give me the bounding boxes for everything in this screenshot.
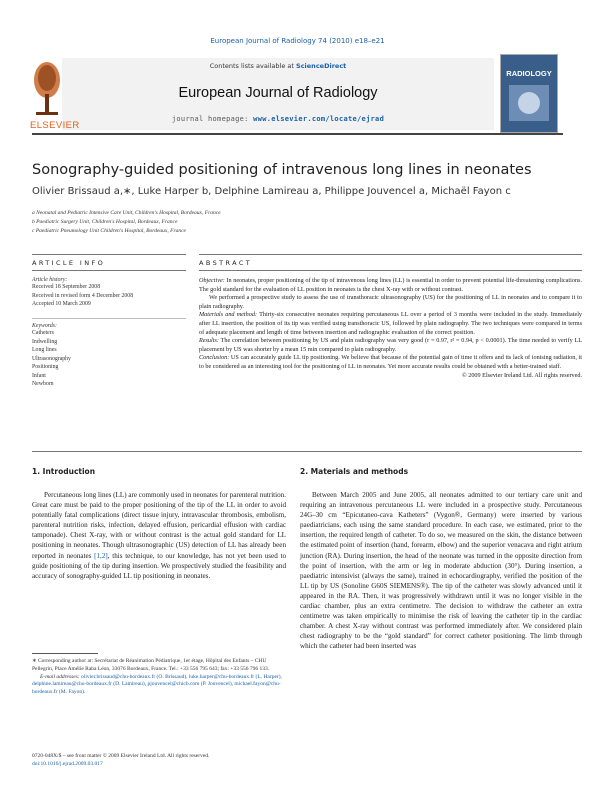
affiliation-b: b Paediatric Surgery Unit, Children's Hospital, Bordeaux, France	[32, 219, 178, 225]
journal-title: European Journal of Radiology	[178, 85, 378, 101]
results-text: The correlation between positioning by US and plain radiography was very good (r = 0.97, r² = 0.94, p < 0.0001). The time needed to verify LL placement by US was shorter by a mean 15 min compared to plain radiography.	[199, 337, 583, 353]
abstract-methods	[199, 311, 582, 337]
footnote-rule	[32, 653, 98, 654]
methods-text: Thirty-six consecutive neonates requiring percutaneous LL over a period of 3 months were included in the study. Immediately after LL insertion, the position of its tip was verified using transthoracic US, followed by plain radiography. The two techniques were compared in terms of adequate placement and length of time between insertion and radiographic evaluation of the correct position.	[199, 311, 583, 336]
affiliation-c: c Paediatric Pneumology Unit Children's Hospital, Bordeaux, France	[32, 228, 186, 234]
author-list: Olivier Brissaud a,∗, Luke Harper b, Delphine Lamireau a, Philippe Jouvencel a, Michaël Fayon c	[32, 186, 511, 197]
email-addresses[interactable]: olivier.brissaud@chu-bordeaux.fr (O. Brissaud), luke.harper@chu-bordeaux.fr (L. Harper), delphine.lamireau@chu-bordeaux.fr (D. Lamireau), pjouvencel@chicb.com (P. Jouvencel), michael.fayon@chu-bordeaux.fr (M. Fayon).	[32, 673, 282, 696]
objective-text: In neonates, proper positioning of the tip of intravenous long lines (LL) is essential in order to prevent potential life-threatening complications. The gold standard for the evaluation of LL position in neonates is the chest X-ray with or without contrast.	[199, 277, 582, 293]
results-label: Results:	[199, 337, 219, 345]
methods-label: Materials and method:	[199, 311, 257, 319]
article-info-heading: ARTICLE INFO	[32, 259, 106, 267]
elsevier-logo-text: ELSEVIER	[30, 120, 80, 131]
abstract-heading: ABSTRACT	[199, 259, 253, 267]
intro-text-b: , this technique, to our knowledge, has not yet been used to guide positioning of the tip during insertion. We prospectively studied the feasibility and accuracy of sonography-guided LL tip positioning in neonates.	[32, 551, 286, 580]
history-accepted: Accepted 10 March 2009	[32, 301, 91, 307]
methods-heading: 2. Materials and methods	[300, 467, 409, 476]
conclusion-text: US can accurately guide LL tip positioning. We believe that because of the potential gain of time it offers and its lack of ionising radiation, it to be considered as an interesting tool for the positioning of LL in neonates. Yet more accurate results could be obtained with a better-trained staff.	[199, 354, 582, 370]
abstract-objective-2: We performed a prospective study to assess the use of transthoracic ultrasonography (US) for the positioning of LL in neonates and to compare it to plain radiography.	[199, 294, 582, 310]
citation-link[interactable]: [1,2]	[94, 551, 108, 560]
corresponding-text: ∗ Corresponding author at: Secrétariat de Réanimation Pédiatrique, 1er étage, Hôpital des Enfants – CHU Pellegrin, Place Amélie Raba Léon, 33076 Bordeaux, France. Tel.: +33 556 795 643; fax: +33 556 796 133.	[32, 658, 270, 672]
abstract-conclusion	[199, 354, 582, 371]
sciencedirect-link[interactable]: ScienceDirect	[296, 62, 347, 70]
header-divider	[32, 133, 563, 135]
keyword: Indwelling	[32, 338, 58, 345]
keyword: Ultrasonography	[32, 355, 71, 362]
page-footer	[32, 752, 332, 768]
issn-line: 0720-048X/$ – see front matter © 2009 Elsevier Ireland Ltd. All rights reserved.	[32, 753, 210, 759]
keyword: Long lines	[32, 347, 57, 353]
cover-title: RADIOLOGY	[506, 69, 552, 78]
contents-prefix: Contents lists available at	[209, 62, 297, 70]
elsevier-tree-icon	[32, 58, 62, 120]
article-title: Sonography-guided positioning of intravenous long lines in neonates	[32, 162, 532, 178]
keywords-label: Keywords:	[32, 323, 57, 329]
introduction-heading: 1. Introduction	[32, 467, 96, 476]
corresponding-author-footnote	[32, 658, 286, 697]
article-info-rule-2	[32, 270, 186, 271]
article-info-rule	[32, 254, 186, 255]
cover-image-icon	[509, 85, 549, 121]
abstract-objective	[199, 277, 582, 294]
abstract-results	[199, 337, 582, 354]
keyword: Infant	[32, 372, 46, 379]
abstract-end-rule	[32, 451, 582, 452]
abstract-copyright: © 2009 Elsevier Ireland Ltd. All rights reserved.	[462, 371, 582, 379]
history-received: Received 18 September 2008	[32, 284, 101, 290]
homepage-link[interactable]: www.elsevier.com/locate/ejrad	[253, 115, 385, 123]
homepage-prefix: journal homepage:	[171, 115, 254, 123]
methods-paragraph: Between March 2005 and June 2005, all neonates admitted to our tertiary care unit and requiring an intravenous percutaneous LL were included in a prospective study. Percutaneous 24G–30 cm “Epicutaneo-cava Katheters” (Vygon®, Germany) were inserted by various paediatricians, each using the same standard procedure. In each case, we estimated, prior to the insertion, the required length of catheter. To do so, we measured on the skin, the distance between the estimated point of insertion (hand, forearm, elbow) and the superior venacava and right atrium junction (RA). During insertion, the head of the neonate was turned in the opposite direction from the point of insertion, with the arm or leg in moderate abduction (30°). During insertion, a paediatric intensivist (always the same), trained in echocardiography, verified the position of the LL tip by US (Sonoline G60S SIEMENS®). The tip of the catheter was slowly advanced until it appeared in the RA. Then, it was progressively withdrawn until it was no longer visible in the cardiac chamber, plus an extra centimetre. The decision to withdraw the catheter an extra centimetre was taken empirically to minimise the risk of leaving the catheter tip in the cardiac chamber. A chest X-ray without contrast was performed immediately after. We considered plain chest radiography to be the “gold standard” for correct catheter positioning. The limb through which the catheter had been inserted was	[300, 491, 582, 651]
abstract-body	[199, 277, 582, 379]
keywords-block	[32, 323, 186, 389]
abstract-rule	[199, 254, 582, 255]
keyword: Newborn	[32, 381, 54, 387]
article-history	[32, 277, 186, 309]
history-revised: Received in revised form 4 December 2008	[32, 292, 134, 299]
doi-link[interactable]: doi:10.1016/j.ejrad.2009.03.017	[32, 761, 103, 767]
keywords-rule	[32, 318, 186, 319]
keyword: Catheters	[32, 330, 54, 336]
conclusion-label: Conclusion:	[199, 354, 230, 362]
objective-label: Objective:	[199, 277, 225, 284]
history-label: Article history:	[32, 277, 68, 283]
affiliation-a: a Neonatal and Pediatric Intensive Care Unit, Children's Hospital, Bordeaux, France	[32, 210, 221, 216]
intro-text-a: Percutaneous long lines (LL) are commonly used in neonates for parenteral nutrition. Great care must be paid to the proper positioning of the tip of the LL in order to avoid potentially fatal complications (direct tissue injury, intravascular thrombosis, embolism, parenteral nutrition risks, infection, delayed effusion, pericardial effusion with cardiac tamponade). Chest X-ray, with or without contrast is the actual gold standard for LL positioning in neonates. Though ultrasonographic (US) detection of LL has already been reported in neonates	[32, 491, 286, 560]
contents-line	[62, 62, 494, 70]
journal-homepage	[62, 115, 494, 123]
journal-citation[interactable]: European Journal of Radiology 74 (2010) e18–e21	[210, 37, 385, 45]
journal-cover-thumbnail[interactable]	[500, 54, 558, 133]
email-label: E-mail addresses:	[40, 673, 80, 680]
abstract-rule-2	[199, 270, 582, 271]
introduction-paragraph	[32, 490, 286, 581]
keyword: Positioning	[32, 364, 59, 370]
